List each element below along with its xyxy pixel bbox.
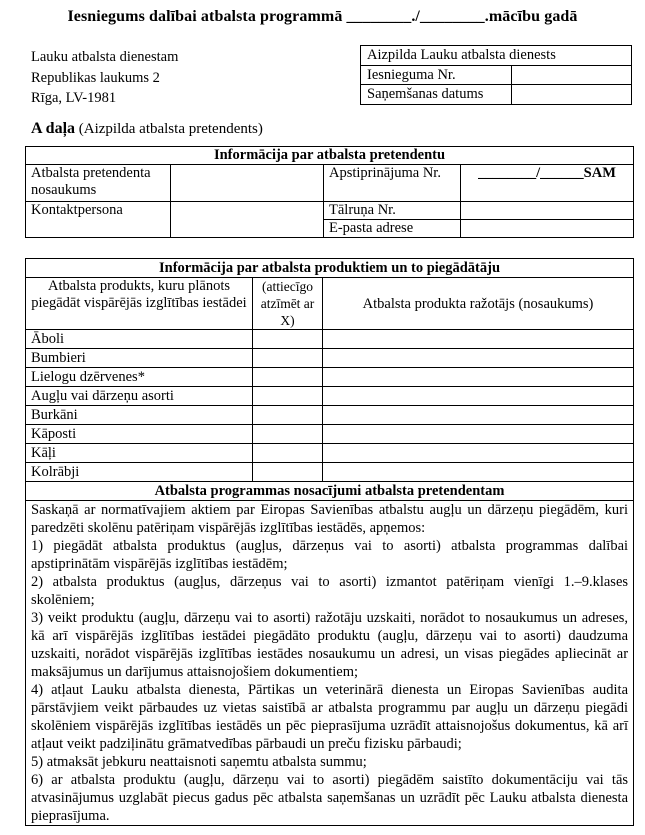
conditions-heading: Atbalsta programmas nosacījumi atbalsta pretendentam (26, 482, 634, 501)
form-title: Iesniegums dalībai atbalsta programmā ________./________.mācību gadā (67, 8, 578, 25)
product-producer-cell[interactable] (323, 349, 634, 368)
product-mark-cell[interactable] (253, 368, 323, 387)
part-a-subtitle: (Aizpilda atbalsta pretendents) (78, 121, 263, 137)
mark-column-header: (attiecīgo atzīmēt ar X) (253, 278, 323, 330)
application-no-label: Iesnieguma Nr. (361, 65, 512, 85)
producer-column-header: Atbalsta produkta ražotājs (nosaukums) (323, 278, 634, 330)
phone-field[interactable] (461, 202, 634, 220)
part-a-title: A daļa (31, 120, 76, 137)
office-use-table (360, 45, 632, 105)
contact-person-label: Kontaktpersona (26, 202, 171, 238)
product-name: Kāļi (26, 444, 253, 463)
received-date-label: Saņemšanas datums (361, 85, 512, 105)
table-row (26, 368, 634, 387)
applicant-info-heading: Informācija par atbalsta pretendentu (26, 147, 634, 165)
conditions-intro: Saskaņā ar normatīvajiem aktiem par Eiropas Savienības atbalstu augļu un dārzeņu piegādēm, kuri paredzēti skolēnu patēriņam vispārējās izglītības iestādēs, apņemos: (31, 502, 629, 536)
applicant-name-label: Atbalsta pretendenta nosaukums (26, 165, 171, 202)
product-mark-cell[interactable] (253, 463, 323, 482)
products-table (25, 258, 634, 826)
product-mark-cell[interactable] (253, 349, 323, 368)
product-name: Bumbieri (26, 349, 253, 368)
product-producer-cell[interactable] (323, 330, 634, 349)
applicant-name-field[interactable] (171, 165, 324, 202)
office-use-heading: Aizpilda Lauku atbalsta dienests (361, 46, 632, 66)
condition-item: 4) atļaut Lauku atbalsta dienesta, Pārtikas un veterinārā dienesta un Eiropas Savienības audita pārstāvjiem veikt pārbaudes uz vietas saistībā ar atbalsta programmu par augļu un dārzeņu piegādi skolēniem vispārējās izglītības iestādēs un pēc pieprasījuma uzrādīt attaisnojošus dokumentus, kā arī atļaut veikt padziļinātu grāmatvedības pārbaudi un preču fizisku pārbaudi; (31, 682, 629, 752)
table-row (26, 425, 634, 444)
address-line: Rīga, LV-1981 (31, 90, 117, 106)
condition-item: 2) atbalsta produktus (augļus, dārzeņus vai to asorti) izmantot patēriņam vienīgi 1.–9.klases skolēniem; (31, 574, 629, 608)
address-line: Republikas laukums 2 (31, 69, 160, 86)
condition-item: 1) piegādāt atbalsta produktus (augļus, dārzeņus vai to asorti) atbalsta programmas dalībai apstiprinātām vispārējās izglītības iestādēm; (31, 538, 629, 572)
applicant-info-table (25, 146, 634, 238)
table-row (26, 387, 634, 406)
email-field[interactable] (461, 220, 634, 238)
product-producer-cell[interactable] (323, 387, 634, 406)
received-date-field[interactable] (512, 85, 632, 105)
table-row (26, 349, 634, 368)
product-name: Augļu vai dārzeņu asorti (26, 387, 253, 406)
product-mark-cell[interactable] (253, 406, 323, 425)
table-row (26, 330, 634, 349)
email-label: E-pasta adrese (324, 220, 461, 238)
recipient-address (31, 47, 178, 109)
table-row (26, 463, 634, 482)
part-a-heading (31, 120, 263, 138)
condition-item: 5) atmaksāt jebkuru neattaisnoti saņemtu atbalsta summu; (31, 754, 367, 770)
product-mark-cell[interactable] (253, 425, 323, 444)
application-no-field[interactable] (512, 65, 632, 85)
product-column-header: Atbalsta produkts, kuru plānots piegādāt vispārējās izglītības iestādei (26, 278, 253, 330)
product-name: Burkāni (26, 406, 253, 425)
conditions-text (26, 501, 634, 826)
product-name: Kolrābji (26, 463, 253, 482)
product-producer-cell[interactable] (323, 406, 634, 425)
approval-no-field[interactable]: ________/______SAM (461, 165, 634, 202)
table-row (26, 406, 634, 425)
product-mark-cell[interactable] (253, 387, 323, 406)
product-mark-cell[interactable] (253, 330, 323, 349)
product-producer-cell[interactable] (323, 444, 634, 463)
address-line: Lauku atbalsta dienestam (31, 49, 179, 65)
condition-item: 6) ar atbalsta produktu (augļu, dārzeņu vai to asorti) piegādēm saistīto dokumentāciju vai tās atvasinājumus uzglabāt piecus gadus pēc atbalsta saņemšanas un uzrādīt pēc Lauku atbalsta dienesta pieprasījuma. (31, 772, 629, 824)
approval-no-label: Apstiprinājuma Nr. (324, 165, 461, 202)
condition-item: 3) veikt produktu (augļu, dārzeņu vai to asorti) ražotāju uzskaiti, norādot to nosaukumus un adreses, kā arī vispārējās izglītības iestādei piegādāto produktu (augļu, dārzeņu vai to asorti) daudzuma uzskaiti, norādot vispārējās izglītības iestādes nosaukumu un adresi, un visas piegādes apliecināt ar maksājumus un darījumus attaisnojošiem dokumentiem; (31, 610, 629, 680)
product-producer-cell[interactable] (323, 463, 634, 482)
products-heading: Informācija par atbalsta produktiem un to piegādātāju (26, 259, 634, 278)
product-producer-cell[interactable] (323, 368, 634, 387)
product-name: Āboli (26, 330, 253, 349)
product-mark-cell[interactable] (253, 444, 323, 463)
table-row (26, 444, 634, 463)
product-producer-cell[interactable] (323, 425, 634, 444)
product-name: Lielogu dzērvenes* (26, 368, 253, 387)
product-name: Kāposti (26, 425, 253, 444)
contact-person-field[interactable] (171, 202, 324, 238)
phone-label: Tālruņa Nr. (324, 202, 461, 220)
